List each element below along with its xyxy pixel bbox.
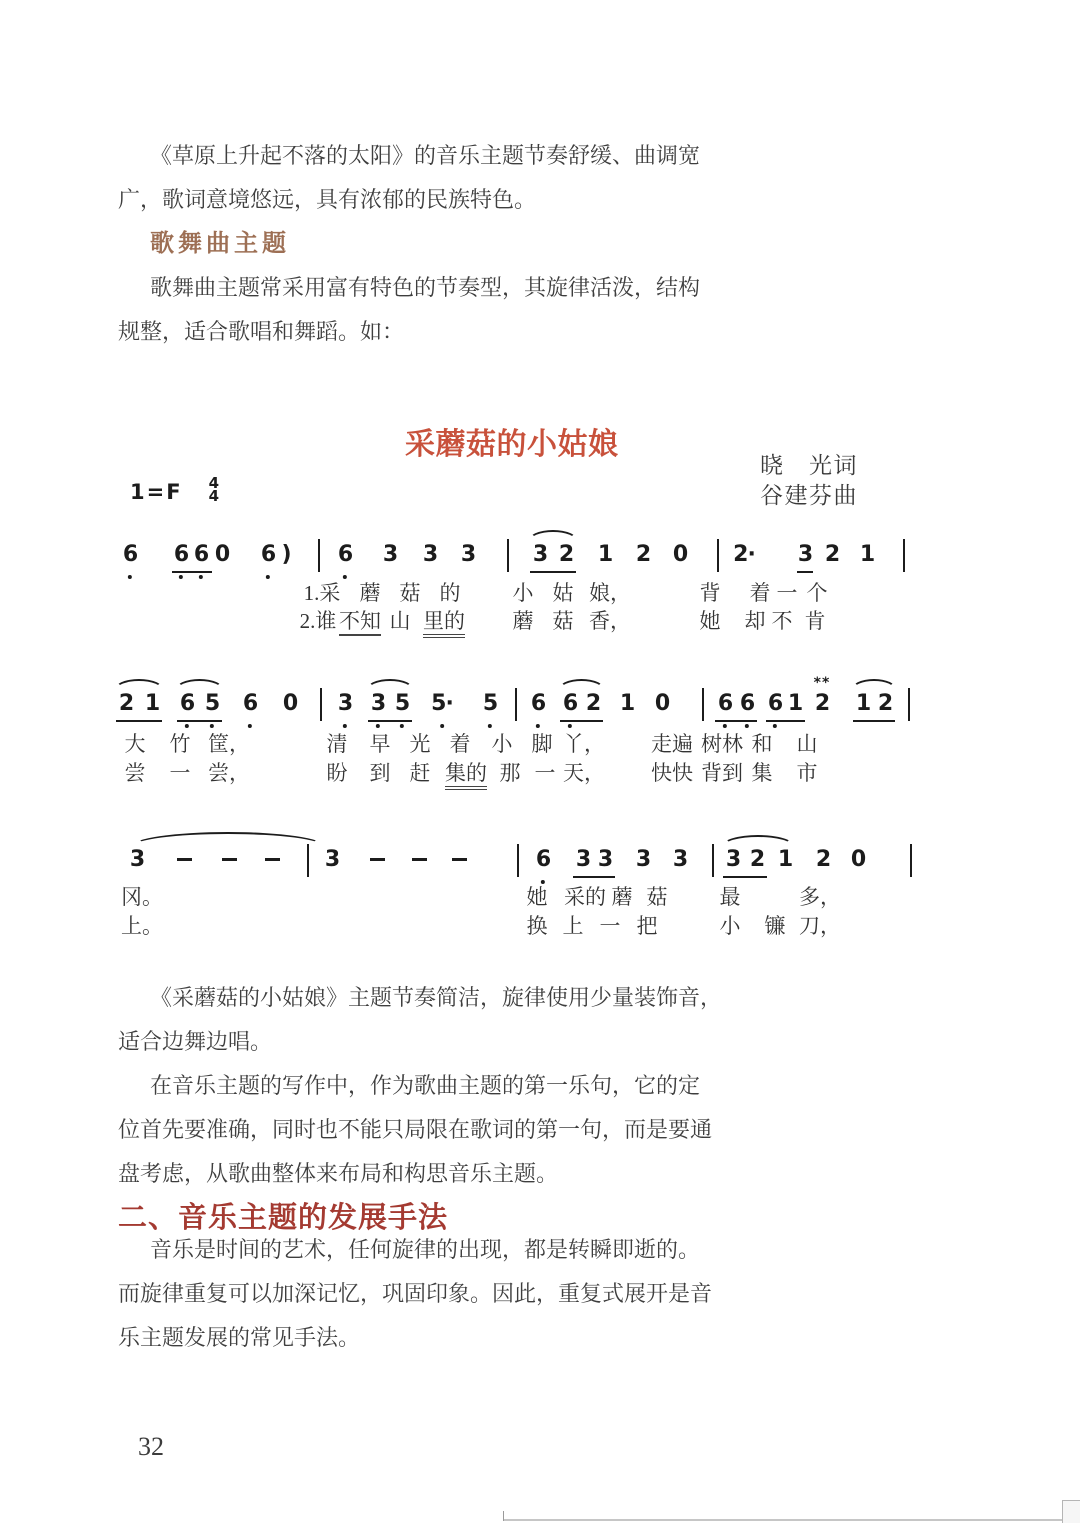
- mordent-ornament: **: [813, 675, 831, 691]
- lyric: 一: [169, 761, 191, 785]
- low-octave-dot: [440, 724, 444, 728]
- note-digit: 5: [395, 691, 409, 717]
- slur-arc: [851, 679, 897, 690]
- low-octave-dot: [400, 724, 404, 728]
- lyric: 她: [526, 885, 548, 909]
- note-digit: 0: [214, 542, 230, 567]
- note-digit: 3: [460, 542, 476, 567]
- note-digit: 6: [531, 691, 545, 717]
- section-heading-development: 二、音乐主题的发展手法: [118, 1202, 449, 1234]
- lyric: 刀，: [799, 914, 841, 938]
- lyric: 到: [369, 761, 391, 785]
- scan-artifact-tick: [503, 1511, 504, 1521]
- lyric: 2.谁: [299, 609, 337, 633]
- barline: [903, 539, 905, 572]
- lyric: 那: [499, 761, 521, 785]
- note-digit: 2: [814, 691, 830, 716]
- lyric: 里的: [423, 609, 465, 638]
- lyric: 山: [796, 732, 818, 756]
- lyric: 冈。: [121, 885, 163, 909]
- lyric: 背: [699, 581, 721, 605]
- lyric: 和: [751, 732, 773, 756]
- lyric: 上。: [121, 914, 163, 938]
- note-digit: 3: [672, 847, 688, 872]
- eighth-note-underline: [177, 720, 222, 722]
- paragraph-grassland-sun: [118, 134, 722, 222]
- eighth-note-underline: [368, 720, 412, 722]
- eighth-note-underline: [853, 720, 895, 722]
- lyric: 的: [439, 581, 461, 605]
- note-digit: 2: [118, 691, 134, 716]
- intro-section: [118, 134, 722, 354]
- low-octave-dot: [541, 880, 545, 884]
- duration-dash: [452, 858, 467, 861]
- barline: [910, 844, 912, 877]
- barline: [908, 688, 910, 721]
- lyric: 上: [562, 914, 584, 938]
- barline: [517, 844, 519, 877]
- lyric: 她: [699, 609, 721, 633]
- low-octave-dot: [488, 724, 492, 728]
- note-digit: 2: [585, 691, 601, 716]
- slur-arc: [558, 679, 605, 690]
- note-digit: 1: [855, 691, 871, 716]
- note-digit: 6: [261, 542, 275, 568]
- note-digit: 1: [597, 542, 613, 567]
- note-digit: 2: [635, 542, 651, 567]
- note-digit: 0: [850, 847, 866, 872]
- lyric: 个: [806, 581, 828, 605]
- note-digit: 6: [563, 691, 577, 717]
- low-octave-dot: [343, 575, 347, 579]
- note-digit: 1: [777, 847, 793, 872]
- tie-arc: [132, 832, 324, 846]
- text-line: 歌舞曲主题常采用富有特色的节奏型，其旋律活泼，结构: [150, 275, 701, 300]
- lyric: 娘，: [589, 581, 631, 605]
- lyric: 赶: [409, 761, 431, 785]
- lyric: 多，: [799, 885, 841, 909]
- note-digit: 1: [859, 542, 875, 567]
- text-line: 位首先要准确，同时也不能只局限在歌词的第一句，而是要通: [118, 1117, 713, 1142]
- eighth-note-underline: [723, 876, 767, 878]
- note-digit: 3: [597, 847, 613, 872]
- scan-artifact-box: [1062, 1500, 1080, 1523]
- lyric: 姑: [552, 581, 574, 605]
- low-octave-dot: [266, 575, 270, 579]
- note-digit: 2: [558, 542, 574, 567]
- barline: [307, 844, 309, 877]
- low-octave-dot: [343, 724, 347, 728]
- notation-symbol: ): [281, 542, 291, 567]
- text-line: 《采蘑菇的小姑娘》主题节奏简洁，旋律使用少量装饰音，: [150, 985, 723, 1010]
- lyric: 小: [719, 914, 741, 938]
- slur-arc: [528, 530, 578, 541]
- lyric: 早: [369, 732, 391, 756]
- note-digit: 6: [768, 691, 782, 717]
- note-digit: 6: [174, 542, 188, 568]
- barline: [712, 844, 714, 877]
- lyric: 尝: [124, 761, 146, 785]
- note-digit: 6: [718, 691, 732, 717]
- note-digit: 6: [243, 691, 257, 717]
- lyric: 菇: [399, 581, 421, 605]
- duration-dash: [222, 858, 237, 861]
- note-digit: 3: [532, 542, 548, 567]
- lyric: 筐，: [208, 732, 250, 756]
- low-octave-dot: [376, 724, 380, 728]
- slur-arc: [114, 679, 164, 690]
- barline: [702, 688, 704, 721]
- lyric: 大: [124, 732, 146, 756]
- slur-arc: [175, 679, 224, 690]
- barline: [507, 539, 509, 572]
- lyric: 竹: [169, 732, 191, 756]
- lyric: 一: [534, 761, 556, 785]
- barline: [318, 539, 320, 572]
- lyric: 天，: [563, 761, 605, 785]
- eighth-note-underline: [116, 720, 162, 722]
- slur-arc: [366, 679, 414, 690]
- note-digit: 3: [129, 847, 145, 872]
- duration-dash: [412, 858, 427, 861]
- eighth-note-underline: [172, 571, 212, 573]
- slur-arc: [722, 835, 794, 846]
- barline: [320, 688, 322, 721]
- text-line: 规整，适合歌唱和舞蹈。如：: [118, 319, 405, 344]
- lyric: 集的: [445, 761, 487, 790]
- lyric: 一: [776, 581, 798, 605]
- lyric: 快快: [651, 761, 693, 785]
- low-octave-dot: [568, 724, 572, 728]
- text-line: 而旋律重复可以加深记忆，巩固印象。因此，重复式展开是音: [118, 1281, 713, 1306]
- paragraph-song-comment: [118, 976, 722, 1064]
- lyric: 树林: [701, 732, 743, 756]
- note-digit: 3: [324, 847, 340, 872]
- text-line: 《草原上升起不落的太阳》的音乐主题节奏舒缓、曲调宽: [150, 143, 701, 168]
- note-digit: 2: [749, 847, 765, 872]
- note-digit: 2: [877, 691, 893, 716]
- note-digit: 6: [194, 542, 208, 568]
- key-signature: [130, 474, 219, 505]
- lyric: 蘑: [359, 581, 381, 605]
- low-octave-dot: [723, 724, 727, 728]
- paragraph-theme-writing: [118, 1064, 722, 1196]
- low-octave-dot: [773, 724, 777, 728]
- text-line: 广，歌词意境悠远，具有浓郁的民族特色。: [118, 187, 537, 212]
- lyric: 山: [389, 609, 411, 633]
- note-digit: 2: [815, 847, 831, 872]
- note-digit: 6: [536, 847, 550, 873]
- lyric: 香，: [589, 609, 631, 633]
- text-line: 在音乐主题的写作中，作为歌曲主题的第一乐句，它的定: [150, 1073, 701, 1098]
- eighth-note-underline: [573, 876, 615, 878]
- low-octave-dot: [745, 724, 749, 728]
- text-line: 适合边舞边唱。: [118, 1029, 273, 1054]
- song-credits: [760, 451, 858, 511]
- note-digit: 5: [205, 691, 219, 717]
- body-section: [118, 976, 722, 1360]
- low-octave-dot: [199, 575, 203, 579]
- lyric: 着: [749, 581, 771, 605]
- note-digit: 2·: [733, 542, 755, 567]
- note-digit: 1: [144, 691, 160, 716]
- lyric: 蘑: [512, 609, 534, 633]
- lyric: 却: [744, 609, 766, 633]
- eighth-note-underline: [530, 571, 576, 573]
- note-digit: 6: [740, 691, 754, 717]
- page-number: 32: [138, 1432, 164, 1461]
- note-digit: 3: [338, 691, 352, 717]
- paragraph-repetition: [118, 1228, 722, 1360]
- eighth-note-underline: [560, 720, 603, 722]
- lyric: 不知: [339, 609, 381, 636]
- note-digit: 3: [725, 847, 741, 872]
- note-digit: 5·: [431, 691, 453, 717]
- duration-dash: [265, 858, 280, 861]
- lyric: 清: [326, 732, 348, 756]
- lyric: 背到: [701, 761, 743, 785]
- eighth-note-underline: [797, 571, 813, 573]
- lyric: 集: [751, 761, 773, 785]
- lyric: 蘑: [611, 885, 633, 909]
- note-digit: 2: [824, 542, 840, 567]
- time-signature: 4 4: [208, 474, 219, 505]
- low-octave-dot: [536, 724, 540, 728]
- duration-dash: [370, 858, 385, 861]
- eighth-note-underline: [766, 720, 805, 722]
- low-octave-dot: [248, 724, 252, 728]
- text-line: 盘考虑，从歌曲整体来布局和构思音乐主题。: [118, 1161, 559, 1186]
- note-digit: 1: [619, 691, 635, 716]
- low-octave-dot: [128, 575, 132, 579]
- lyric: 市: [796, 761, 818, 785]
- lyric: 盼: [326, 761, 348, 785]
- lyric: 最: [719, 885, 741, 909]
- lyric: 镰: [764, 914, 786, 938]
- lyric: 把: [636, 914, 658, 938]
- lyric: 不: [771, 609, 793, 633]
- note-digit: 3: [797, 542, 813, 567]
- lyric: 换: [526, 914, 548, 938]
- note-digit: 3: [575, 847, 591, 872]
- composer-credit: 谷建芬曲: [760, 483, 858, 508]
- barline: [515, 688, 517, 721]
- scan-artifact-line: [503, 1519, 1080, 1521]
- duration-dash: [177, 858, 192, 861]
- note-digit: 0: [282, 691, 298, 716]
- lyric: 菇: [552, 609, 574, 633]
- low-octave-dot: [185, 724, 189, 728]
- lyric: 丫，: [563, 732, 605, 756]
- barline: [717, 539, 719, 572]
- lyric: 脚: [531, 732, 553, 756]
- text-line: 乐主题发展的常见手法。: [118, 1325, 361, 1350]
- paragraph-song-dance-intro: [118, 266, 722, 354]
- note-digit: 6: [180, 691, 194, 717]
- eighth-note-underline: [715, 720, 757, 722]
- low-octave-dot: [210, 724, 214, 728]
- lyric: 肯: [804, 609, 826, 633]
- note-digit: 0: [654, 691, 670, 716]
- note-digit: 3: [635, 847, 651, 872]
- lyric: 小: [512, 581, 534, 605]
- note-digit: 3: [422, 542, 438, 567]
- note-digit: 0: [672, 542, 688, 567]
- key-label: 1=F: [130, 480, 183, 504]
- lyric: 尝，: [208, 761, 250, 785]
- note-digit: 1: [787, 691, 803, 716]
- note-digit: 6: [123, 542, 137, 568]
- text-line: 音乐是时间的艺术，任何旋律的出现，都是转瞬即逝的。: [150, 1237, 701, 1262]
- lyric: 采的: [564, 885, 606, 909]
- lyric: 着: [449, 732, 471, 756]
- note-digit: 3: [382, 542, 398, 567]
- lyric: 小: [491, 732, 513, 756]
- note-digit: 6: [338, 542, 352, 568]
- song-title: 采蘑菇的小姑娘: [405, 428, 619, 462]
- lyric: 一: [599, 914, 621, 938]
- low-octave-dot: [179, 575, 183, 579]
- lyric: 光: [409, 732, 431, 756]
- lyricist-credit: 晓 光词: [760, 453, 858, 478]
- subheading-song-dance-theme: 歌舞曲主题: [150, 231, 290, 257]
- lyric: 1.采: [303, 581, 341, 605]
- lyric: 走遍: [651, 732, 693, 756]
- note-digit: 3: [371, 691, 385, 717]
- lyric: 菇: [646, 885, 668, 909]
- note-digit: 5: [483, 691, 497, 717]
